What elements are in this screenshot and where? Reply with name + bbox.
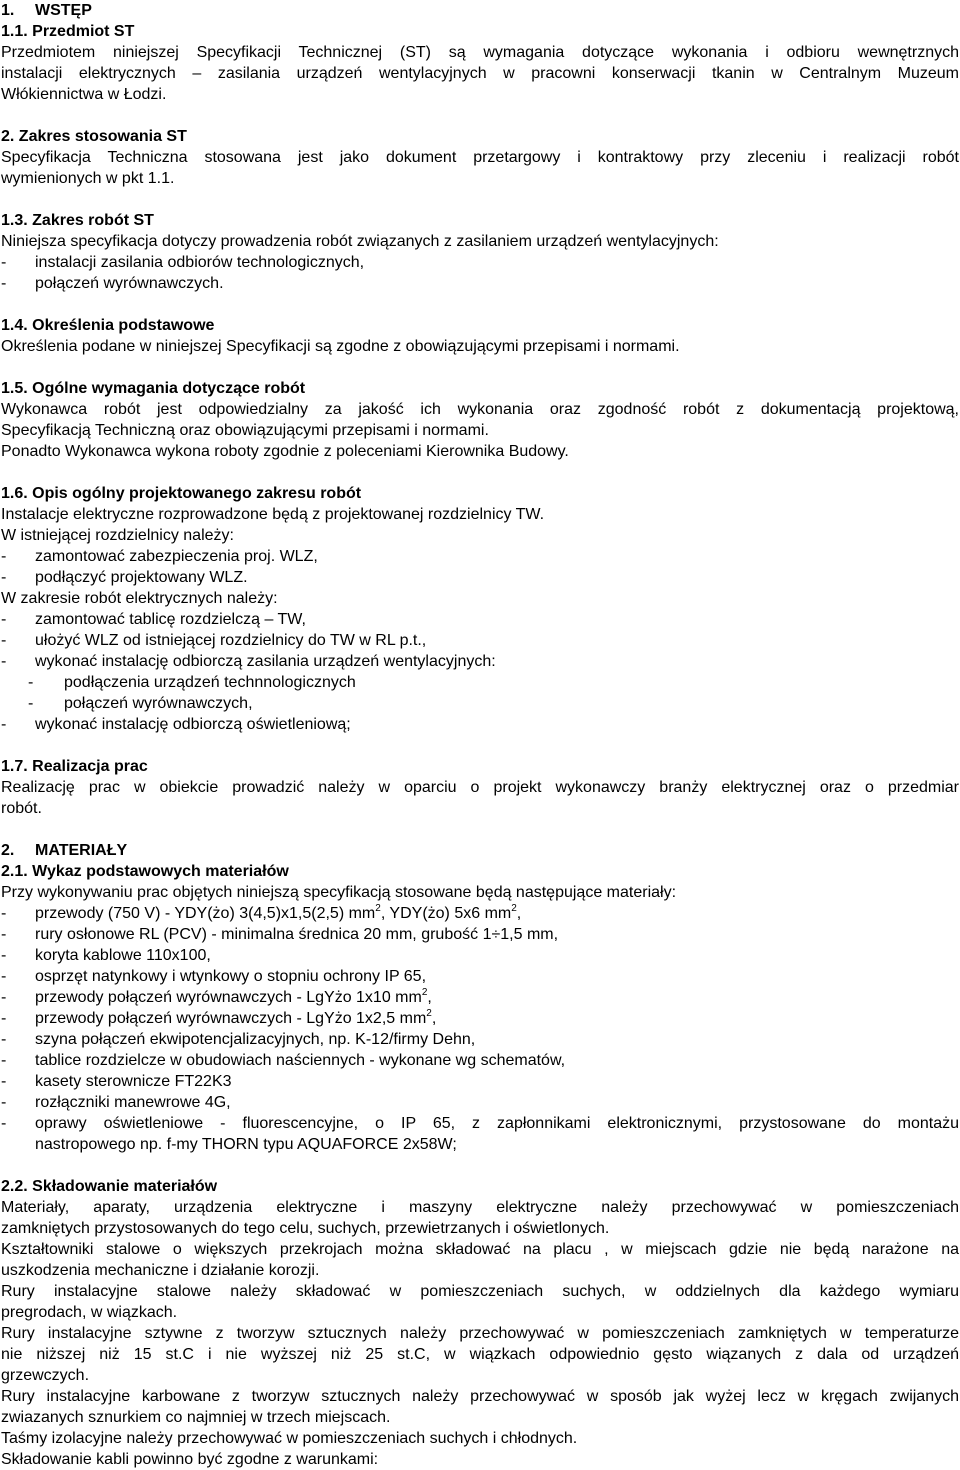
heading-number: 1.3. [1, 212, 28, 229]
paragraph-line: Przy wykonywaniu prac objętych niniejszą specyfikacją stosowane będą następujące materiały: [1, 884, 677, 901]
list-dash: - [1, 947, 7, 964]
material-item [1, 903, 959, 924]
material-text: tablice rozdzielcze w obudowiach naściennych - wykonane wg schematów, [35, 1052, 566, 1069]
paragraph-line: Rury instalacyjne karbowane z tworzyw sztucznych należy przechowywać w sposób jak wyżej lecz w kręgach zwijanych [1, 1388, 959, 1405]
paragraph-line: robót. [1, 800, 42, 817]
paragraph-line: Rury instalacyjne sztywne z tworzyw sztucznych należy przechowywać w pomieszczeniach zamkniętych w temperaturze [1, 1325, 959, 1342]
list-item [1, 609, 959, 630]
list-dash: - [1, 653, 7, 670]
paragraph-line: zamkniętych przystosowanych do tego celu, suchych, przewietrzanych i oświetlonych. [1, 1220, 610, 1237]
superscript: 2 [426, 1008, 432, 1019]
sub-list-item [1, 672, 959, 693]
paragraph-line: Materiały, aparaty, urządzenia elektryczne i maszyny elektryczne należy przechowywać w pomieszczeniach [1, 1199, 959, 1216]
heading-number: 2. [1, 128, 15, 145]
list-dash: - [1, 1010, 7, 1027]
list-dash: - [1, 926, 7, 943]
heading-number: 2.2. [1, 1178, 28, 1195]
heading-title: Określenia podstawowe [32, 317, 215, 334]
list-item-text: podłączyć projektowany WLZ. [35, 569, 248, 586]
paragraph-line: Rury instalacyjne stalowe należy składować w pomieszczeniach suchych, w oddzielnych dla każdego wymiaru [1, 1283, 959, 1300]
heading-title: Składowanie materiałów [32, 1178, 218, 1195]
heading-1 [1, 0, 959, 21]
list-item-text: połączeń wyrównawczych. [35, 275, 224, 292]
paragraph-line: uszkodzenia mechaniczne i działanie korozji. [1, 1262, 320, 1279]
list-dash: - [1, 632, 7, 649]
paragraph-line: Specyfikacja Techniczna stosowana jest jako dokument przetargowy i kontraktowy przy zleceniu i realizacji robót [1, 149, 959, 166]
material-text: przewody połączeń wyrównawczych - LgYżo 1x2,5 mm [35, 1010, 427, 1027]
heading-1-4 [1, 315, 959, 336]
heading-title: Przedmiot ST [32, 23, 135, 40]
list-dash: - [28, 674, 34, 691]
material-text: rury osłonowe RL (PCV) - minimalna średnica 20 mm, grubość 1 [35, 926, 492, 943]
heading-title: Ogólne wymagania dotyczące robót [32, 380, 306, 397]
sub-list-item [1, 693, 959, 714]
material-text: szyna połączeń ekwipotencjalizacyjnych, np. K-12/firmy Dehn, [35, 1031, 476, 1048]
list-dash: - [1, 275, 7, 292]
material-text: , [516, 905, 522, 922]
list-item [1, 651, 959, 672]
material-text: , [427, 989, 432, 1006]
heading-1-1 [1, 21, 959, 42]
list-dash: - [1, 254, 7, 271]
heading-title: Opis ogólny projektowanego zakresu robót [32, 485, 362, 502]
paragraph-line: Wykonawca robót jest odpowiedzialny za jakość ich wykonania oraz zgodność robót z dokumentacją projektową, [1, 401, 959, 418]
material-item [1, 1113, 959, 1134]
paragraph-line: zwiazanych sznurkiem co najmniej w trzech miejscach. [1, 1409, 391, 1426]
heading-1-7 [1, 756, 959, 777]
paragraph-line: Niniejsza specyfikacja dotyczy prowadzenia robót związanych z zasilaniem urządzeń wentylacyjnych: [1, 233, 719, 250]
heading-number: 1.7. [1, 758, 28, 775]
material-item [1, 1008, 959, 1029]
list-item-text: zamontować zabezpieczenia proj. WLZ, [35, 548, 318, 565]
list-dash: - [1, 1031, 7, 1048]
material-item [1, 966, 959, 987]
paragraph-line: Kształtowniki stalowe o większych przekrojach można składować na placu , w miejscach gdzie nie będą narażone na [1, 1241, 959, 1258]
material-text: kasety sterownicze FT22K3 [35, 1073, 232, 1090]
list-item [1, 546, 959, 567]
paragraph-line: Specyfikacją Techniczną oraz obowiązującymi przepisami i normami. [1, 422, 489, 439]
paragraph-line: W zakresie robót elektrycznych należy: [1, 590, 278, 607]
material-item [1, 1050, 959, 1071]
paragraph-line: Określenia podane w niniejszej Specyfikacji są zgodne z obowiązującymi przepisami i normami. [1, 338, 680, 355]
paragraph-line: W istniejącej rozdzielnicy należy: [1, 527, 234, 544]
list-dash: - [1, 569, 7, 586]
heading-number: 1.4. [1, 317, 28, 334]
list-dash: - [1, 1052, 7, 1069]
paragraph-line: Ponadto Wykonawca wykona roboty zgodnie z poleceniami Kierownika Budowy. [1, 443, 569, 460]
list-dash: - [1, 968, 7, 985]
list-dash: - [1, 989, 7, 1006]
heading-number: 1.1. [1, 23, 28, 40]
material-text: 1,5 mm, [500, 926, 559, 943]
paragraph-line: Włókiennictwa w Łodzi. [1, 86, 167, 103]
paragraph-line: Realizację prac w obiekcie prowadzić należy w oparciu o projekt wykonawczy branży elektrycznej oraz o przedmiar [1, 779, 959, 796]
list-item-text: wykonać instalację odbiorczą oświetleniową; [35, 716, 351, 733]
paragraph-line: Przedmiotem niniejszej Specyfikacji Technicznej (ST) są wymagania dotyczące wykonania i odbioru wewnętrznych [1, 44, 959, 61]
heading-title: MATERIAŁY [35, 842, 128, 859]
material-text: przewody połączeń wyrównawczych - LgYżo 1x10 mm [35, 989, 422, 1006]
material-item [1, 987, 959, 1008]
material-item [1, 924, 959, 945]
heading-number: 2. [1, 842, 15, 859]
paragraph-line: wymienionych w pkt 1.1. [1, 170, 175, 187]
list-dash: - [1, 716, 7, 733]
paragraph-line: Składowanie kabli powinno być zgodne z warunkami: [1, 1451, 379, 1468]
heading-title: WSTĘP [35, 2, 92, 19]
heading-2-1 [1, 861, 959, 882]
list-dash: - [1, 905, 7, 922]
heading-2-scope [1, 126, 959, 147]
heading-title: Wykaz podstawowych materiałów [32, 863, 289, 880]
material-text-continued: nastropowego np. f-my THORN typu AQUAFORCE 2x58W; [35, 1136, 457, 1153]
list-dash: - [1, 1073, 7, 1090]
list-item-text: ułożyć WLZ od istniejącej rozdzielnicy do TW w RL p.t., [35, 632, 427, 649]
material-item [1, 945, 959, 966]
material-item [1, 1029, 959, 1050]
paragraph-line: Instalacje elektryczne rozprowadzone będą z projektowanej rozdzielnicy TW. [1, 506, 545, 523]
list-dash: - [1, 548, 7, 565]
heading-1-6 [1, 483, 959, 504]
list-dash: - [1, 1094, 7, 1111]
list-item [1, 567, 959, 588]
superscript: 2 [511, 903, 517, 914]
list-item-text: zamontować tablicę rozdzielczą – TW, [35, 611, 306, 628]
superscript: 2 [375, 903, 381, 914]
paragraph-line: nie niższej niż 15 st.C i nie wyższej niż 25 st.C, w wiązkach odpowiednio gęsto wiązanych z dala od urządzeń [1, 1346, 959, 1363]
material-text: koryta kablowe 110x100, [35, 947, 211, 964]
material-text: , YDY(żo) 5x6 mm [380, 905, 512, 922]
heading-2-2 [1, 1176, 959, 1197]
list-item [1, 714, 959, 735]
heading-title: Zakres stosowania ST [18, 128, 187, 145]
heading-number: 1.5. [1, 380, 28, 397]
material-text: , [431, 1010, 437, 1027]
list-item [1, 273, 959, 294]
list-item [1, 630, 959, 651]
list-dash: - [1, 1115, 7, 1132]
material-text: przewody (750 V) - YDY(żo) 3(4,5)x1,5(2,5) mm [35, 905, 376, 922]
paragraph-line: instalacji elektrycznych – zasilania urządzeń wentylacyjnych w pracowni konserwacji tkanin w Centralnym Muzeum [1, 65, 959, 82]
division-sign: ÷ [491, 926, 501, 943]
material-text: oprawy oświetleniowe - fluorescencyjne, o IP 65, z zapłonnikami elektronicznymi, przystosowane do montażu [35, 1115, 959, 1132]
material-item [1, 1092, 959, 1113]
heading-title: Zakres robót ST [32, 212, 154, 229]
heading-1-3 [1, 210, 959, 231]
paragraph-line: pregrodach, w wiązkach. [1, 1304, 178, 1321]
material-text: osprzęt natynkowy i wtynkowy o stopniu ochrony IP 65, [35, 968, 427, 985]
list-item-text: instalacji zasilania odbiorów technologicznych, [35, 254, 365, 271]
material-item [1, 1071, 959, 1092]
heading-title: Realizacja prac [32, 758, 148, 775]
heading-number: 2.1. [1, 863, 28, 880]
paragraph-line: Taśmy izolacyjne należy przechowywać w pomieszczeniach suchych i chłodnych. [1, 1430, 578, 1447]
heading-2 [1, 840, 959, 861]
list-item [1, 252, 959, 273]
list-dash: - [1, 611, 7, 628]
heading-number: 1. [1, 2, 15, 19]
material-text: rozłączniki manewrowe 4G, [35, 1094, 231, 1111]
paragraph-line: grzewczych. [1, 1367, 90, 1384]
list-dash: - [28, 695, 34, 712]
list-item-text: połączeń wyrównawczych, [64, 695, 253, 712]
heading-number: 1.6. [1, 485, 28, 502]
heading-1-5 [1, 378, 959, 399]
superscript: 2 [421, 987, 428, 998]
list-item-text: wykonać instalację odbiorczą zasilania urządzeń wentylacyjnych: [35, 653, 496, 670]
list-item-text: podłączenia urządzeń technnologicznych [64, 674, 356, 691]
